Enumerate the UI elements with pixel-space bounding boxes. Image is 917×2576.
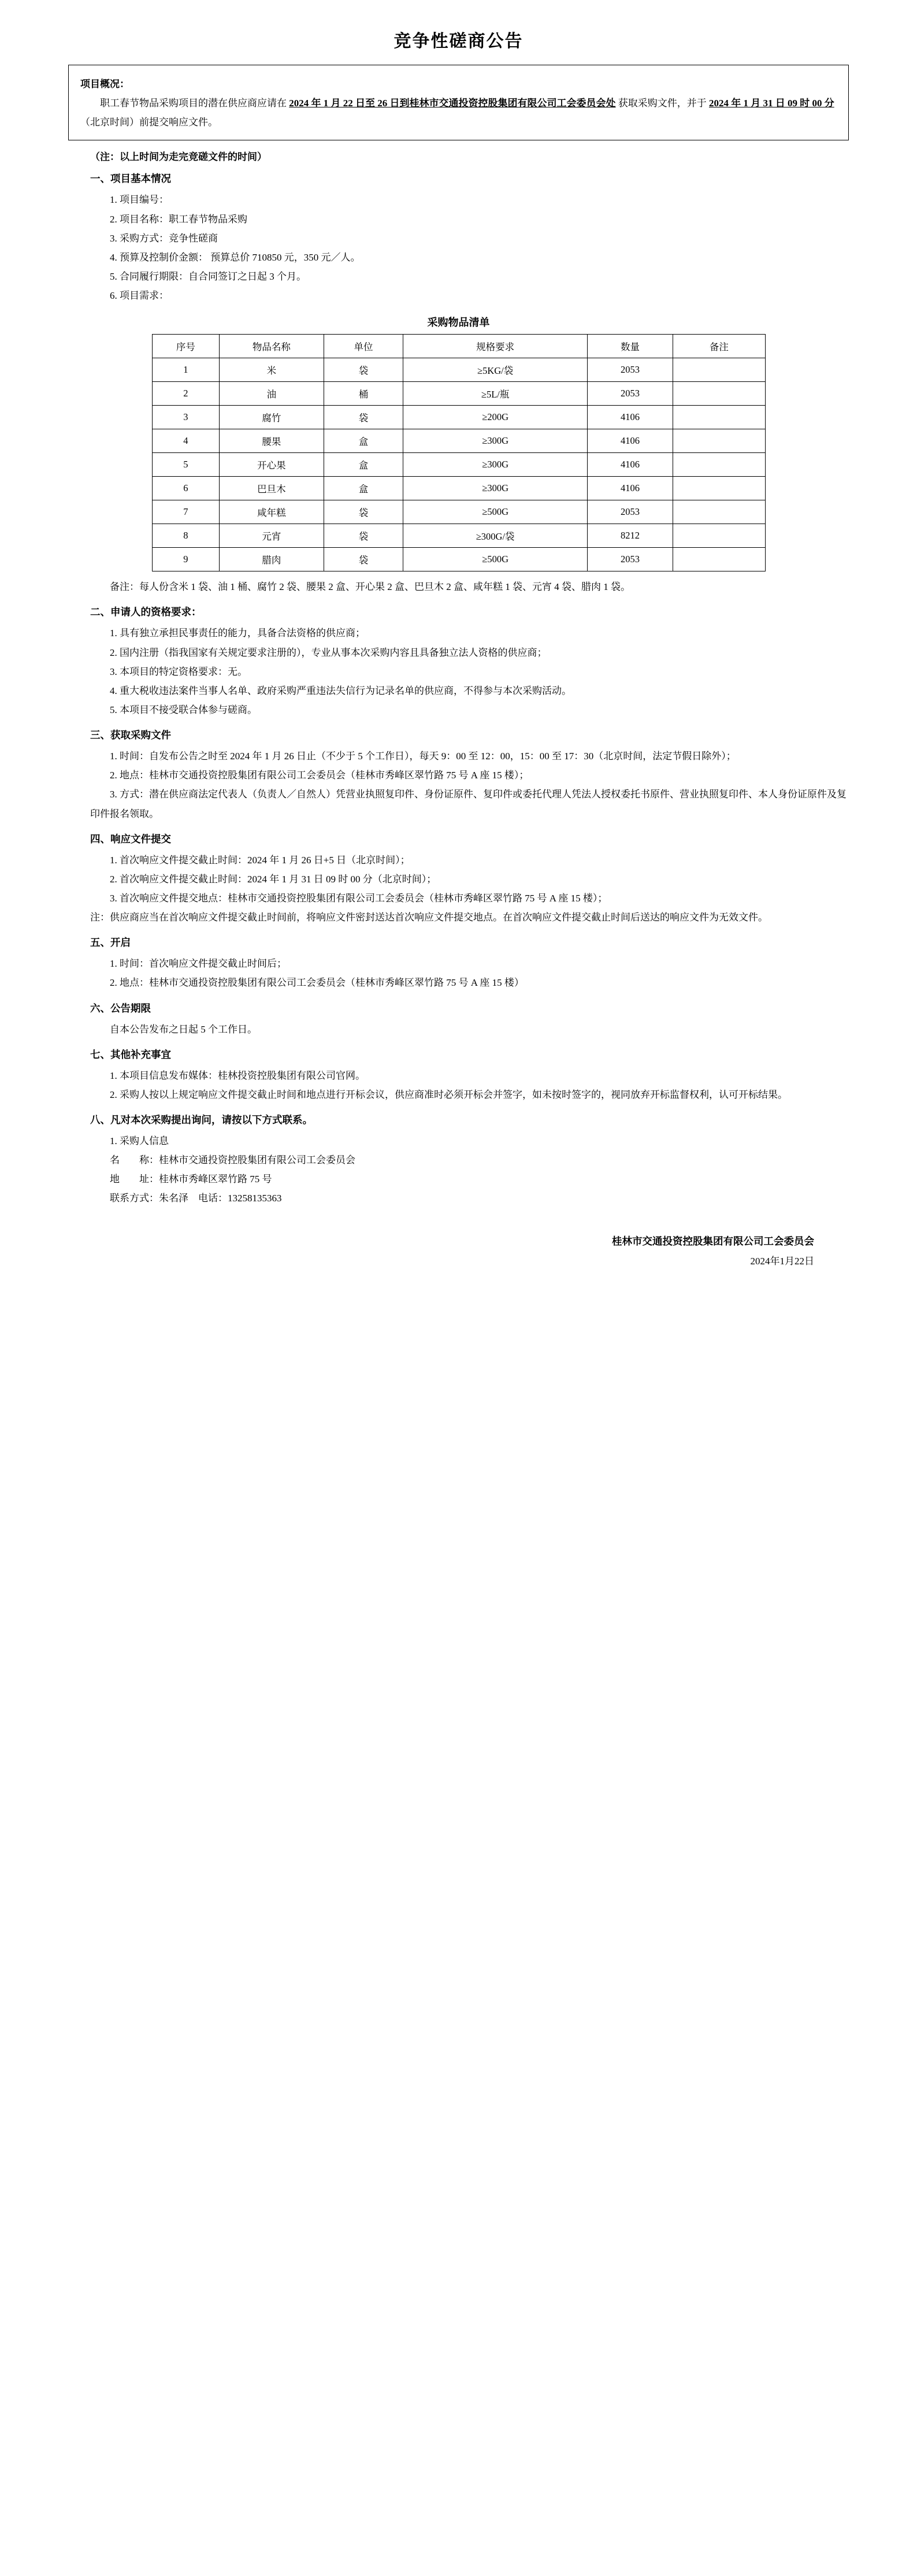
cell-unit: 盒 bbox=[324, 477, 403, 500]
cell-unit: 袋 bbox=[324, 548, 403, 571]
cell-spec: ≥300G bbox=[403, 453, 587, 477]
cell-unit: 袋 bbox=[324, 358, 403, 382]
table-row bbox=[152, 429, 765, 453]
column-header-spec: 规格要求 bbox=[403, 335, 587, 358]
cell-index: 6 bbox=[152, 477, 220, 500]
time-note: （注：以上时间为走完竞磋文件的时间） bbox=[90, 151, 267, 163]
signature-block bbox=[68, 1231, 849, 1271]
cell-index: 1 bbox=[152, 358, 220, 382]
cell-spec: ≥5KG/袋 bbox=[403, 358, 587, 382]
section-3-item-2: 2. 地点：桂林市交通投资控股集团有限公司工会委员会（桂林市秀峰区翠竹路 75 号 A 座 15 楼）； bbox=[110, 770, 529, 781]
cell-index: 7 bbox=[152, 500, 220, 524]
section-2-item-5: 5. 本项目不接受联合体参与磋商。 bbox=[110, 704, 257, 715]
column-header-unit: 单位 bbox=[324, 335, 403, 358]
cell-unit: 袋 bbox=[324, 524, 403, 548]
table-header-row bbox=[152, 335, 765, 358]
cell-spec: ≥500G bbox=[403, 548, 587, 571]
goods-table bbox=[152, 334, 766, 571]
section-2-item-1: 1. 具有独立承担民事责任的能力，具备合法资格的供应商； bbox=[110, 628, 365, 639]
overview-deadline: 2024 年 1 月 31 日 09 时 00 分 bbox=[709, 98, 834, 109]
goods-table-remark: 备注：每人份含米 1 袋、油 1 桶、腐竹 2 袋、腰果 2 盒、开心果 2 盒、巴旦木 2 盒、咸年糕 1 袋、元宵 4 袋、腊肉 1 袋。 bbox=[110, 581, 630, 593]
section-1-item-5: 5. 合同履行期限：自合同签订之日起 3 个月。 bbox=[110, 270, 306, 282]
cell-quantity: 4106 bbox=[587, 477, 673, 500]
section-6-item-1: 自本公告发布之日起 5 个工作日。 bbox=[110, 1023, 257, 1035]
page-title: 竞争性磋商公告 bbox=[393, 32, 524, 51]
section-3-item-3: 3. 方式：潜在供应商法定代表人（负责人／自然人）凭营业执照复印件、身份证原件、复印件或委托代理人凭法人授权委托书原件、营业执照复印件、本人身份证原件及复印件报名领取。 bbox=[90, 789, 847, 819]
section-heading-3: 三、获取采购文件 bbox=[90, 729, 171, 741]
cell-quantity: 4106 bbox=[587, 406, 673, 429]
section-5-item-1: 1. 时间：首次响应文件提交截止时间后； bbox=[110, 958, 287, 970]
cell-name: 开心果 bbox=[220, 453, 324, 477]
cell-remark bbox=[673, 524, 765, 548]
cell-spec: ≥5L/瓶 bbox=[403, 382, 587, 406]
purchaser-name: 名 称：桂林市交通投资控股集团有限公司工会委员会 bbox=[110, 1155, 355, 1166]
cell-remark bbox=[673, 358, 765, 382]
goods-table-title: 采购物品清单 bbox=[427, 317, 490, 329]
column-header-remark: 备注 bbox=[673, 335, 765, 358]
cell-quantity: 2053 bbox=[587, 358, 673, 382]
purchaser-address: 地 址：桂林市秀峰区翠竹路 75 号 bbox=[110, 1174, 272, 1185]
cell-unit: 盒 bbox=[324, 429, 403, 453]
section-heading-1: 一、项目基本情况 bbox=[90, 173, 171, 185]
section-heading-6: 六、公告期限 bbox=[90, 1002, 151, 1014]
section-1-item-6: 6. 项目需求： bbox=[110, 290, 169, 302]
cell-spec: ≥300G/袋 bbox=[403, 524, 587, 548]
table-row bbox=[152, 358, 765, 382]
cell-remark bbox=[673, 406, 765, 429]
section-2-item-2: 2. 国内注册（指我国家有关规定要求注册的），专业从事本次采购内容且具备独立法人资格的供应商； bbox=[110, 647, 547, 658]
section-1-item-1: 1. 项目编号： bbox=[110, 194, 169, 206]
cell-spec: ≥300G bbox=[403, 477, 587, 500]
table-row bbox=[152, 382, 765, 406]
cell-quantity: 2053 bbox=[587, 548, 673, 571]
cell-quantity: 8212 bbox=[587, 524, 673, 548]
section-4-item-2: 2. 首次响应文件提交截止时间：2024 年 1 月 31 日 09 时 00 分（北京时间）； bbox=[110, 873, 437, 885]
overview-label: 项目概况： bbox=[80, 79, 129, 90]
cell-name: 巴旦木 bbox=[220, 477, 324, 500]
cell-index: 4 bbox=[152, 429, 220, 453]
table-row bbox=[152, 524, 765, 548]
overview-text-3: （北京时间）前提交响应文件。 bbox=[80, 117, 218, 128]
section-4-item-1: 1. 首次响应文件提交截止时间：2024 年 1 月 26 日+5 日（北京时间）； bbox=[110, 854, 410, 866]
cell-index: 5 bbox=[152, 453, 220, 477]
overview-paragraph bbox=[80, 94, 837, 132]
cell-index: 2 bbox=[152, 382, 220, 406]
section-heading-5: 五、开启 bbox=[90, 937, 131, 949]
cell-unit: 盒 bbox=[324, 453, 403, 477]
cell-name: 腐竹 bbox=[220, 406, 324, 429]
column-header-index: 序号 bbox=[152, 335, 220, 358]
cell-remark bbox=[673, 382, 765, 406]
overview-text-1: 职工春节物品采购项目的潜在供应商应请在 bbox=[100, 98, 287, 109]
table-row bbox=[152, 548, 765, 571]
cell-index: 3 bbox=[152, 406, 220, 429]
section-heading-2: 二、申请人的资格要求： bbox=[90, 606, 202, 618]
section-8-item-1: 1. 采购人信息 bbox=[110, 1135, 169, 1146]
table-row bbox=[152, 406, 765, 429]
cell-index: 9 bbox=[152, 548, 220, 571]
section-4-item-3: 3. 首次响应文件提交地点：桂林市交通投资控股集团有限公司工会委员会（桂林市秀峰区翠竹路 75 号 A 座 15 楼）； bbox=[110, 892, 608, 904]
cell-unit: 袋 bbox=[324, 406, 403, 429]
overview-date-range: 2024 年 1 月 22 日至 26 日到桂林市交通投资控股集团有限公司工会委员会处 bbox=[289, 98, 616, 109]
section-1-item-3: 3. 采购方式：竞争性磋商 bbox=[110, 232, 218, 244]
cell-name: 米 bbox=[220, 358, 324, 382]
cell-name: 咸年糕 bbox=[220, 500, 324, 524]
cell-remark bbox=[673, 500, 765, 524]
section-2-item-3: 3. 本项目的特定资格要求：无。 bbox=[110, 666, 247, 677]
section-4-note: 注：供应商应当在首次响应文件提交截止时间前，将响应文件密封送达首次响应文件提交地点。在首次响应文件提交截止时间后送达的响应文件为无效文件。 bbox=[90, 912, 768, 923]
section-heading-7: 七、其他补充事宜 bbox=[90, 1048, 171, 1060]
cell-quantity: 4106 bbox=[587, 429, 673, 453]
section-1-item-2: 2. 项目名称：职工春节物品采购 bbox=[110, 213, 247, 225]
cell-name: 腰果 bbox=[220, 429, 324, 453]
section-2-item-4: 4. 重大税收违法案件当事人名单、政府采购严重违法失信行为记录名单的供应商，不得参与本次采购活动。 bbox=[110, 685, 571, 696]
section-5-item-2: 2. 地点：桂林市交通投资控股集团有限公司工会委员会（桂林市秀峰区翠竹路 75 号 A 座 15 楼） bbox=[110, 977, 524, 989]
table-row bbox=[152, 477, 765, 500]
cell-remark bbox=[673, 477, 765, 500]
cell-quantity: 2053 bbox=[587, 382, 673, 406]
overview-text-2: 获取采购文件，并于 bbox=[618, 98, 707, 109]
cell-spec: ≥200G bbox=[403, 406, 587, 429]
section-7-item-2: 2. 采购人按以上规定响应文件提交截止时间和地点进行开标会议，供应商准时必须开标会并签字，如未按时签字的，视同放弃开标监督权利，认可开标结果。 bbox=[110, 1089, 788, 1100]
signature-date: 2024年1月22日 bbox=[750, 1255, 814, 1267]
cell-quantity: 2053 bbox=[587, 500, 673, 524]
section-1-item-4: 4. 预算及控制价金额： 预算总价 710850 元，350 元／人。 bbox=[110, 251, 361, 263]
cell-name: 腊肉 bbox=[220, 548, 324, 571]
cell-remark bbox=[673, 548, 765, 571]
table-row bbox=[152, 453, 765, 477]
section-heading-4: 四、响应文件提交 bbox=[90, 833, 171, 845]
cell-remark bbox=[673, 429, 765, 453]
table-row bbox=[152, 500, 765, 524]
purchaser-contact: 联系方式：朱名泽 电话：13258135363 bbox=[110, 1193, 282, 1204]
signature-org: 桂林市交通投资控股集团有限公司工会委员会 bbox=[612, 1235, 814, 1247]
section-3-item-1: 1. 时间：自发布公告之时至 2024 年 1 月 26 日止（不少于 5 个工作日），每天 9：00 至 12：00，15：00 至 17：30（北京时间，法定节假日除外）； bbox=[110, 751, 736, 762]
cell-index: 8 bbox=[152, 524, 220, 548]
cell-name: 油 bbox=[220, 382, 324, 406]
section-7-item-1: 1. 本项目信息发布媒体：桂林投资控股集团有限公司官网。 bbox=[110, 1070, 365, 1081]
section-heading-8: 八、凡对本次采购提出询问，请按以下方式联系。 bbox=[90, 1113, 313, 1126]
cell-remark bbox=[673, 453, 765, 477]
project-overview-box bbox=[68, 65, 849, 140]
column-header-quantity: 数量 bbox=[587, 335, 673, 358]
cell-spec: ≥300G bbox=[403, 429, 587, 453]
cell-spec: ≥500G bbox=[403, 500, 587, 524]
cell-unit: 桶 bbox=[324, 382, 403, 406]
cell-quantity: 4106 bbox=[587, 453, 673, 477]
cell-name: 元宵 bbox=[220, 524, 324, 548]
column-header-name: 物品名称 bbox=[220, 335, 324, 358]
cell-unit: 袋 bbox=[324, 500, 403, 524]
